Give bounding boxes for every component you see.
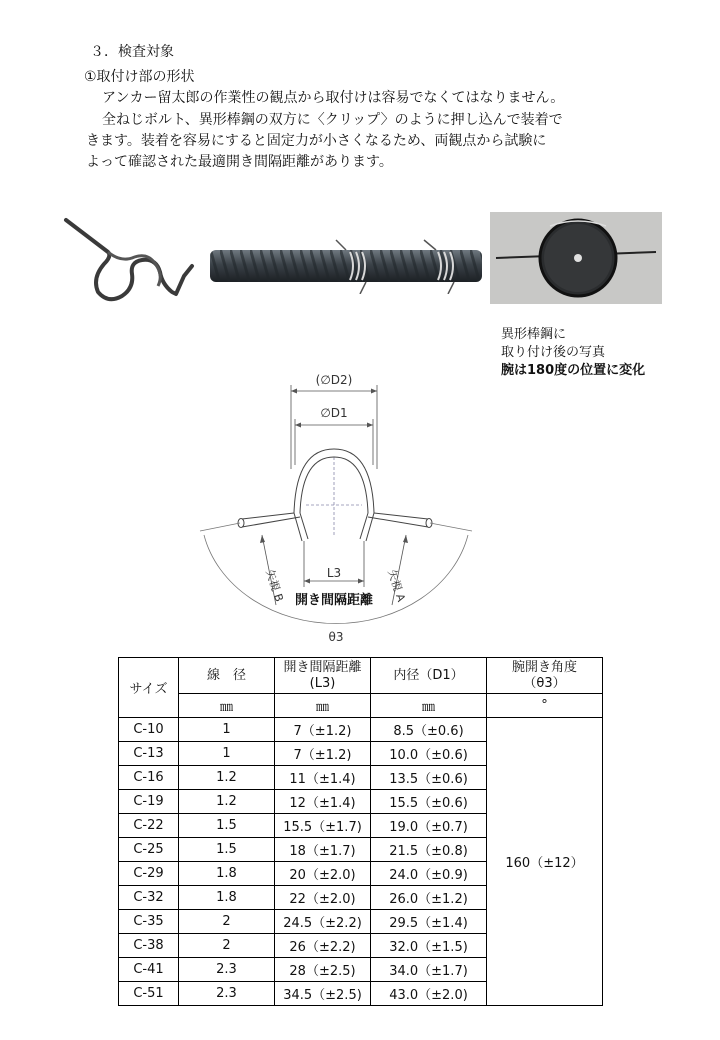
view-b-label: 矢視 B xyxy=(263,567,286,604)
table-row: C-29 1.8 20（±2.0) 24.0（±0.9) xyxy=(119,862,603,886)
table-row: C-16 1.2 11（±1.4) 13.5（±0.6) xyxy=(119,766,603,790)
header-angle: 腕開き角度 （θ3） xyxy=(487,658,603,694)
header-inner: 内径（D1） xyxy=(371,658,487,694)
clip-photo xyxy=(60,212,200,312)
opening-distance-label: 開き間隔距離 xyxy=(294,593,374,608)
unit-angle: ° xyxy=(487,694,603,718)
paragraph-2-line-3: よって確認された最適開き間隔距離があります。 xyxy=(86,154,393,170)
unit-wire: ㎜ xyxy=(179,694,275,718)
table-row: C-13 1 7（±1.2) 10.0（±0.6) xyxy=(119,742,603,766)
table-row: C-41 2.3 28（±2.5) 34.0（±1.7) xyxy=(119,958,603,982)
paragraph-2-line-1: 全ねじボルト、異形棒鋼の双方に〈クリップ〉のように押し込んで装着で xyxy=(102,112,563,128)
unit-inner: ㎜ xyxy=(371,694,487,718)
spec-table xyxy=(118,657,603,1006)
table-row: C-19 1.2 12（±1.4) 15.5（±0.6) xyxy=(119,790,603,814)
d2-label: (∅D2) xyxy=(315,373,353,387)
table-row: C-22 1.5 15.5（±1.7) 19.0（±0.7) xyxy=(119,814,603,838)
table-row: C-10 1 7（±1.2) 8.5（±0.6) 160（±12） xyxy=(119,718,603,742)
theta3-label: θ3 xyxy=(328,630,344,644)
clip-drawing xyxy=(190,365,490,647)
l3-label: L3 xyxy=(326,566,342,580)
photo-caption xyxy=(501,326,645,380)
endview-photo xyxy=(490,212,662,304)
bar-photo xyxy=(210,238,482,294)
view-a-label: 矢視 A xyxy=(385,567,408,604)
paragraph-1: アンカー留太郎の作業性の観点から取付けは容易でなくてはなりません。 xyxy=(102,90,565,106)
caption-line-1: 異形棒鋼に xyxy=(501,327,567,342)
paragraph-2-line-2: きます。装着を容易にすると固定力が小さくなるため、両観点から試験に xyxy=(86,133,547,149)
caption-line-2: 取り付け後の写真 xyxy=(501,345,606,360)
header-wire: 線 径 xyxy=(179,658,275,694)
table-row: C-51 2.3 34.5（±2.5) 43.0（±2.0) xyxy=(119,982,603,1006)
table-row: C-25 1.5 18（±1.7) 21.5（±0.8) xyxy=(119,838,603,862)
table-row: C-32 1.8 22（±2.0) 26.0（±1.2) xyxy=(119,886,603,910)
caption-line-3: 腕は180度の位置に変化 xyxy=(501,363,646,378)
d1-label: ∅D1 xyxy=(320,406,348,420)
table-row: C-38 2 26（±2.2) 32.0（±1.5) xyxy=(119,934,603,958)
header-gap: 開き間隔距離 (L3) xyxy=(275,658,371,694)
table-row: C-35 2 24.5（±2.2) 29.5（±1.4) xyxy=(119,910,603,934)
angle-value: 160（±12） xyxy=(487,718,603,1006)
section-heading: ３．検査対象 xyxy=(90,44,174,60)
header-size: サイズ xyxy=(119,658,179,718)
subheading: ①取付け部の形状 xyxy=(84,69,195,85)
unit-gap: ㎜ xyxy=(275,694,371,718)
